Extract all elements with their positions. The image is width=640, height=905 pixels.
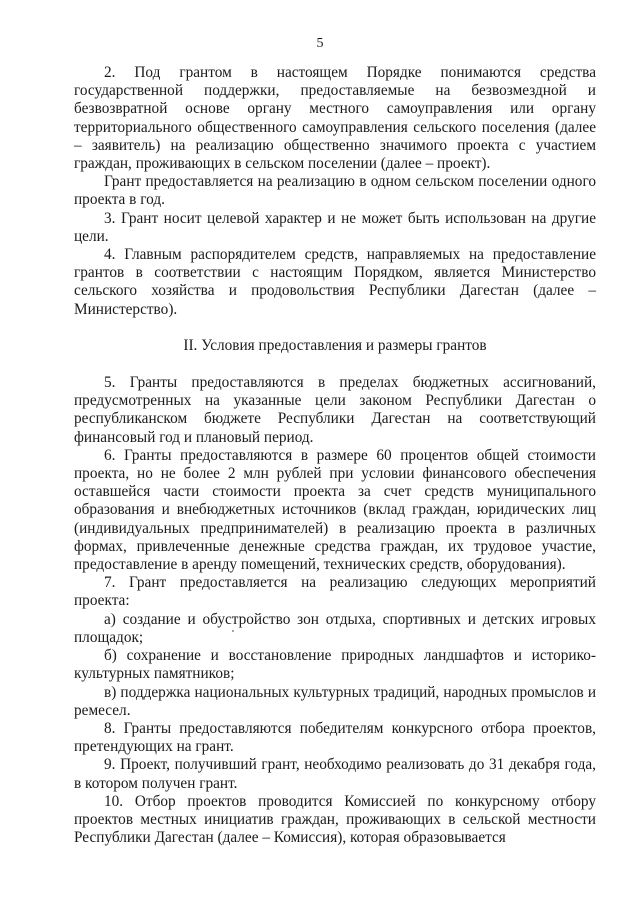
- scan-speck: [232, 630, 234, 632]
- list-item-b: б) сохранение и восстановление природных ландшафтов и историко-культурных памятников;: [74, 647, 596, 683]
- paragraph-4: 4. Главным распорядителем средств, направляемых на предоставление грантов в соответствии с настоящим Порядком, является Министерство сельского хозяйства и продовольствия Республики Дагестан (далее – Министерство).: [74, 246, 596, 318]
- document-body: [74, 64, 596, 847]
- paragraph-2: 2. Под грантом в настоящем Порядке понимаются средства государственной поддержки, предоставляемые на безвозмездной и безвозвратной основе органу местного самоуправления или органу территориального общественного самоуправления сельского поселения (далее – заявитель) на реализацию общественно значимого проекта с участием граждан, проживающих в сельском поселении (далее – проект).: [74, 64, 596, 173]
- paragraph-5: 5. Гранты предоставляются в пределах бюджетных ассигнований, предусмотренных на указанные цели законом Республики Дагестан о республиканском бюджете Республики Дагестан на соответствующий финансовый год и плановый период.: [74, 374, 596, 446]
- list-item-v: в) поддержка национальных культурных традиций, народных промыслов и ремесел.: [74, 683, 596, 719]
- section-heading: II. Условия предоставления и размеры грантов: [183, 336, 487, 354]
- list-item-a: а) создание и обустройство зон отдыха, спортивных и детских игровых площадок;: [74, 610, 596, 646]
- paragraph-8: 8. Гранты предоставляются победителям конкурсного отбора проектов, претендующих на грант.: [74, 719, 596, 756]
- paragraph-3: 3. Грант носит целевой характер и не может быть использован на другие цели.: [74, 209, 596, 245]
- paragraph-7: 7. Грант предоставляется на реализацию следующих мероприятий проекта:: [74, 574, 596, 610]
- page-number: 5: [316, 36, 324, 51]
- paragraph-9: 9. Проект, получивший грант, необходимо реализовать до 31 декабря года, в котором получен грант.: [74, 756, 596, 792]
- paragraph-6: 6. Гранты предоставляются в размере 60 процентов общей стоимости проекта, но не более 2 млн рублей при условии финансового обеспечения оставшейся части стоимости проекта за счет средств муниципального образования и внебюджетных источников (вклад граждан, юридических лиц (индивидуальных предпринимателей) в реализацию проекта в различных формах, привлеченные денежные средства граждан, их трудовое участие, предоставление в аренду помещений, технических средств, оборудования).: [74, 446, 596, 574]
- paragraph-grant-once-per-year: Грант предоставляется на реализацию в одном сельском поселении одного проекта в год.: [74, 173, 596, 209]
- paragraph-10: 10. Отбор проектов проводится Комиссией по конкурсному отбору проектов местных инициатив граждан, проживающих в сельской местности Республики Дагестан (далее – Комиссия), которая образовывается: [74, 792, 596, 847]
